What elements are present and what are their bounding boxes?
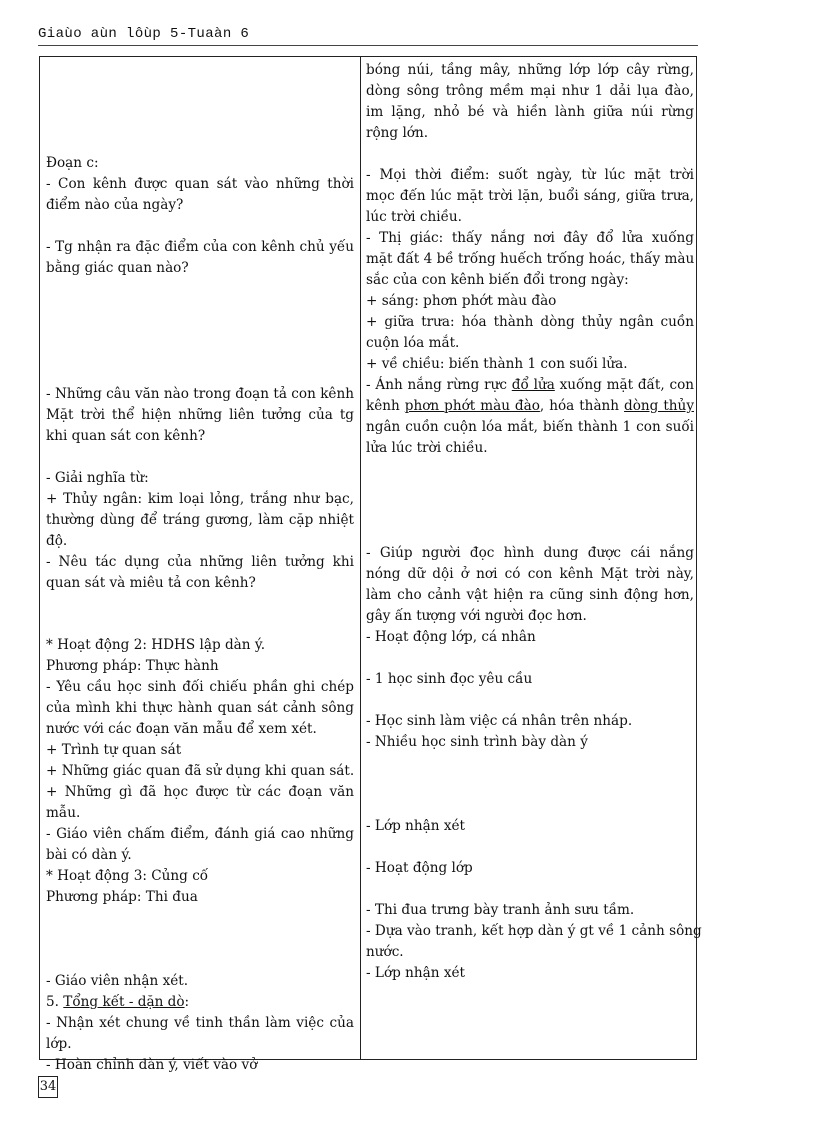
page-header: Giaùo aùn lôùp 5-Tuaàn 6 bbox=[38, 26, 698, 46]
text-line: - Nhiều học sinh trình bày dàn ý bbox=[366, 734, 588, 750]
summary-suffix: : bbox=[184, 994, 190, 1010]
text-line: + Thủy ngân: kim loại lỏng, trắng như bạc, bbox=[46, 491, 354, 507]
text-line: gây ấn tượng với người đọc hơn. bbox=[366, 608, 587, 624]
text-line: lớp. bbox=[46, 1036, 72, 1052]
text-line: điểm nào của ngày? bbox=[46, 197, 184, 213]
text-line: + về chiều: biến thành 1 con suối lửa. bbox=[366, 356, 628, 372]
text-line: + Những giác quan đã sử dụng khi quan sát. bbox=[46, 763, 355, 779]
text-line: sắc của con kênh biến đổi trong ngày: bbox=[366, 272, 629, 288]
lesson-table bbox=[39, 56, 702, 1073]
text-line: - Hoạt động lớp bbox=[366, 860, 473, 876]
column-divider bbox=[360, 57, 361, 1059]
text-line: + Trình tự quan sát bbox=[46, 742, 182, 758]
text-line: mặt đất 4 bề trống huếch trống hoác, thấy màu bbox=[366, 251, 695, 267]
text-line: mọc đến lúc mặt trời lặn, buổi sáng, giữa trưa, bbox=[366, 188, 694, 204]
text-line: - Lớp nhận xét bbox=[366, 965, 466, 981]
text-line: - Thị giác: thấy nắng nơi đây đổ lửa xuống bbox=[366, 230, 694, 246]
text-run: xuống mặt đất, con bbox=[554, 377, 695, 393]
text-line: - Hoàn chỉnh dàn ý, viết vào vở bbox=[46, 1057, 258, 1073]
text-line: - Tg nhận ra đặc điểm của con kênh chủ yếu bbox=[46, 239, 354, 255]
text-line: làm cho cảnh vật hiện ra cũng sinh động hơn, bbox=[366, 587, 694, 603]
text-line: - Giáo viên chấm điểm, đánh giá cao những bbox=[46, 826, 354, 842]
text-line: Đoạn c: bbox=[46, 155, 99, 171]
text-line: - Con kênh được quan sát vào những thời bbox=[46, 176, 354, 192]
text-line: ngân cuồn cuộn lóa mắt, biến thành 1 con suối bbox=[366, 419, 694, 435]
text-line: + giữa trưa: hóa thành dòng thủy ngân cuồn bbox=[366, 314, 694, 330]
text-line: - Thi đua trưng bày tranh ảnh sưu tầm. bbox=[366, 902, 635, 918]
text-line: quan sát và miêu tả con kênh? bbox=[46, 575, 256, 591]
text-line: im lặng, nhỏ bé và hiền lành giữa núi rừng bbox=[366, 104, 694, 120]
text-line: bài có dàn ý. bbox=[46, 847, 132, 863]
text-line: bằng giác quan nào? bbox=[46, 260, 189, 276]
text-line: * Hoạt động 2: HDHS lập dàn ý. bbox=[46, 637, 266, 653]
text-line: - Dựa vào tranh, kết hợp dàn ý gt về 1 cảnh sông bbox=[366, 923, 702, 939]
text-line: độ. bbox=[46, 533, 68, 549]
text-run: , hóa thành bbox=[539, 398, 625, 414]
text-line: của mình khi thực hành quan sát cảnh sông bbox=[46, 700, 354, 716]
text-line: Phương pháp: Thực hành bbox=[46, 658, 219, 674]
text-line: Phương pháp: Thi đua bbox=[46, 889, 198, 905]
text-line: - Giúp người đọc hình dung được cái nắng bbox=[366, 545, 694, 561]
text-line: + sáng: phơn phớt màu đào bbox=[366, 293, 557, 309]
text-line: mẫu. bbox=[46, 805, 81, 821]
text-line: - Mọi thời điểm: suốt ngày, từ lúc mặt trời bbox=[366, 167, 694, 183]
text-line: - Hoạt động lớp, cá nhân bbox=[366, 629, 536, 645]
text-line: bóng núi, tầng mây, những lớp lớp cây rừng, bbox=[366, 62, 694, 78]
page-number: 34 bbox=[38, 1076, 58, 1098]
text-line: lửa lúc trời chiều. bbox=[366, 440, 488, 456]
text-line: - Học sinh làm việc cá nhân trên nháp. bbox=[366, 713, 633, 729]
text-line: khi quan sát con kênh? bbox=[46, 428, 206, 444]
text-line: - Lớp nhận xét bbox=[366, 818, 466, 834]
text-line: - Giáo viên nhận xét. bbox=[46, 973, 189, 989]
text-line: thường dùng để tráng gương, làm cặp nhiệt bbox=[46, 512, 354, 528]
underlined-phrase: đổ lửa bbox=[511, 377, 555, 393]
text-line: nước với các đoạn văn mẫu để xem xét. bbox=[46, 721, 317, 737]
text-line: - Giải nghĩa từ: bbox=[46, 470, 149, 486]
summary-prefix: 5. bbox=[46, 994, 64, 1010]
summary-title: Tổng kết - dặn dò bbox=[63, 994, 185, 1010]
text-line: - Những câu văn nào trong đoạn tả con kênh bbox=[46, 386, 354, 402]
text-line: - Nêu tác dụng của những liên tưởng khi bbox=[46, 554, 354, 570]
text-line: nước. bbox=[366, 944, 404, 960]
text-line: - 1 học sinh đọc yêu cầu bbox=[366, 671, 533, 687]
text-line: rộng lớn. bbox=[366, 125, 429, 141]
text-line: + Những gì đã học được từ các đoạn văn bbox=[46, 784, 354, 800]
underlined-phrase: phơn phớt màu đào bbox=[404, 398, 540, 414]
text-line: lúc trời chiều. bbox=[366, 209, 463, 225]
text-line: cuộn lóa mắt. bbox=[366, 335, 460, 351]
answer-sunlight-line bbox=[366, 375, 694, 396]
text-line: - Yêu cầu học sinh đối chiếu phần ghi chép bbox=[46, 679, 354, 695]
answer-color-line bbox=[366, 396, 694, 417]
text-line: Mặt trời thể hiện những liên tưởng của tg bbox=[46, 407, 354, 423]
summary-heading bbox=[46, 992, 354, 1013]
text-run: - Ánh nắng rừng rực bbox=[366, 377, 512, 393]
text-line: dòng sông trông mềm mại như 1 dải lụa đào, bbox=[366, 83, 694, 99]
text-line: nóng dữ dội ở nơi có con kênh Mặt trời này, bbox=[366, 566, 694, 582]
text-run: kênh bbox=[366, 398, 405, 414]
text-line: - Nhận xét chung về tinh thần làm việc của bbox=[46, 1015, 354, 1031]
underlined-phrase: dòng thủy bbox=[624, 398, 694, 414]
text-line: * Hoạt động 3: Củng cố bbox=[46, 868, 209, 884]
